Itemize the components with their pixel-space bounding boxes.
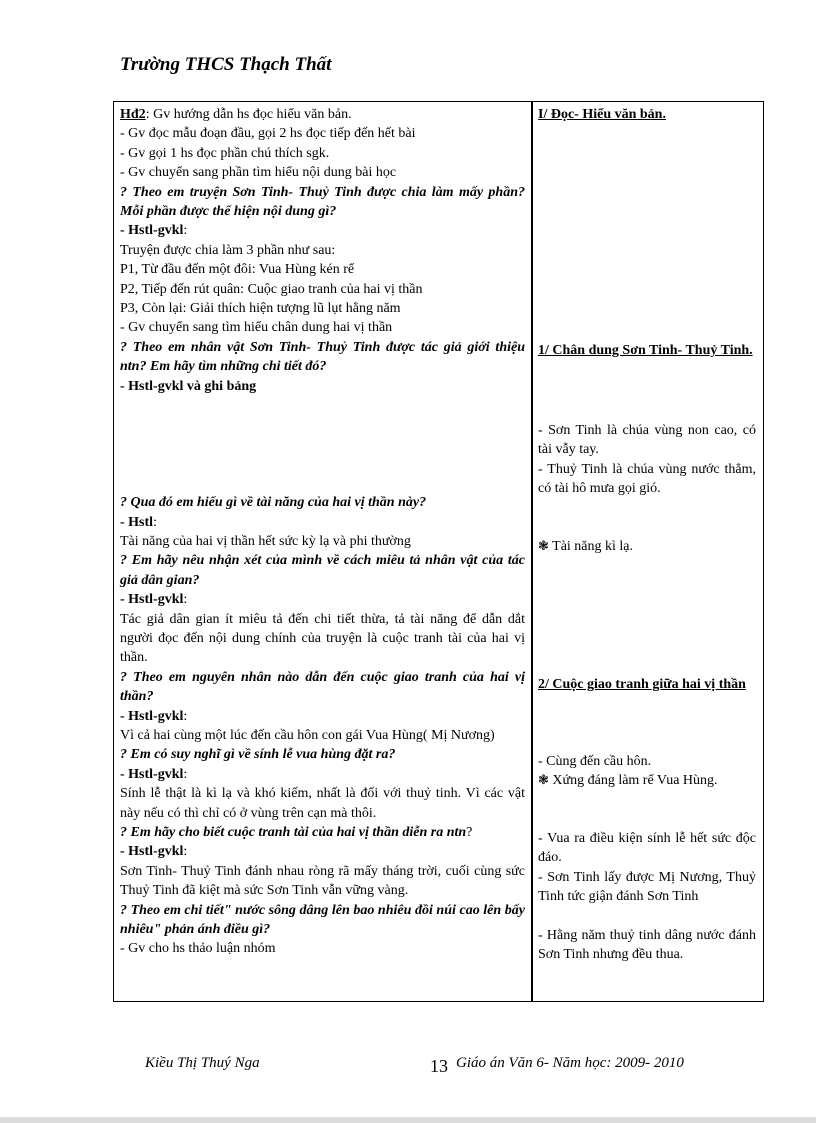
answer-text: Vì cả hai cùng một lúc đến cầu hôn con gái Vua Hùng( Mị Nương) <box>120 727 495 743</box>
note-text: - Vua ra điều kiện sính lễ hết sức độc đáo. <box>538 831 756 866</box>
page-edge <box>0 1117 816 1123</box>
answer-label-line: - Hstl-gvkl: <box>120 766 188 782</box>
answer-label-line: - Hstl: <box>120 514 157 530</box>
answer-text: Sơn Tinh- Thuỷ Tinh đánh nhau ròng rã mấy tháng trời, cuối cùng sức Thuỷ Tinh đã kiệt mà sức Sơn Tinh vẫn vững vàng. <box>120 863 525 899</box>
question: ? Qua đó em hiểu gì về tài năng của hai vị thần này? <box>120 495 427 511</box>
activity-label: Hđ2 <box>120 107 146 122</box>
note-text: - Cùng đến cầu hôn. <box>538 754 652 769</box>
flower-bullet-icon: ❃ <box>538 539 549 554</box>
answer-label-line: - Hstl-gvkl: <box>120 592 188 608</box>
activities-column <box>120 105 525 959</box>
activity-heading <box>120 105 525 124</box>
note-conclusion: ❃ Xứng đáng làm rể Vua Hùng. <box>538 773 718 788</box>
teacher-step: - Gv chuyển sang tìm hiểu chân dung hai vị thần <box>120 320 393 336</box>
teacher-step: - Gv cho hs thảo luận nhóm <box>120 941 276 957</box>
answer-label: - Hstl-gvkl <box>120 844 184 860</box>
question: ? Theo em chi tiết" nước sông dâng lên bao nhiêu đồi núi cao lên bấy nhiêu" phản ánh điều gì? <box>120 902 525 938</box>
answer-label: - Hstl-gvkl <box>120 766 184 782</box>
answer-text: Truyện được chia làm 3 phần như sau: <box>120 242 336 258</box>
answer-label: - Hstl-gvkl và ghi bảng <box>120 378 257 394</box>
question: ? Theo em nhân vật Sơn Tinh- Thuỷ Tinh được tác giả giới thiệu ntn? Em hãy tìm những chi tiết đó? <box>120 339 525 375</box>
lesson-table <box>113 101 764 1002</box>
answer-label: - Hstl-gvkl <box>120 223 184 239</box>
answer-text: Tác giả dân gian ít miêu tả đến chi tiết thừa, tả tài năng để dẫn dắt người đọc đến nội dung chính của truyện là cuộc tranh tài của hai vị thần. <box>120 611 525 666</box>
answer-text: P3, Còn lại: Giải thích hiện tượng lũ lụt hằng năm <box>120 301 401 317</box>
answer-text: Sính lễ thật là kì lạ và khó kiếm, nhất là đối với thuỷ tinh. Vì các vật này nếu có thì chỉ có ở vùng trên cạn mà thôi. <box>120 786 525 821</box>
note-text: - Thuỷ Tinh là chúa vùng nước thẳm, có tài hô mưa gọi gió. <box>538 462 756 497</box>
answer-text: P1, Từ đầu đến một đôi: Vua Hùng kén rể <box>120 262 355 278</box>
school-header: Trường THCS Thạch Thất <box>120 54 332 75</box>
teacher-step: - Gv đọc mẫu đoạn đầu, gọi 2 hs đọc tiếp đến hết bài <box>120 126 416 142</box>
blank-space <box>120 396 525 493</box>
question-line: ? Em hãy cho biết cuộc tranh tài của hai vị thần diễn ra ntn? <box>120 825 473 840</box>
teacher-step: - Gv gọi 1 hs đọc phần chú thích sgk. <box>120 145 330 161</box>
note-conclusion: ❃ Tài năng kì lạ. <box>538 539 634 554</box>
answer-label-line: - Hstl-gvkl: <box>120 844 188 860</box>
answer-text: Tài năng của hai vị thần hết sức kỳ lạ và phi thường <box>120 533 411 549</box>
section-heading: 1/ Chân dung Sơn Tinh- Thuỷ Tinh. <box>538 343 753 358</box>
note-text: - Sơn Tinh lấy được Mị Nương, Thuỷ Tinh tức giận đánh Sơn Tinh <box>538 870 756 905</box>
question: ? Em hãy nêu nhận xét của mình về cách miêu tả nhân vật của tác giả dân gian? <box>120 553 525 588</box>
answer-label: - Hstl-gvkl <box>120 592 184 608</box>
question: ? Theo em nguyên nhân nào dẫn đến cuộc giao tranh của hai vị thần? <box>120 669 525 705</box>
section-heading: I/ Đọc- Hiểu văn bản. <box>538 107 666 122</box>
course-info: Giáo án Văn 6- Năm học: 2009- 2010 <box>456 1055 684 1071</box>
teacher-step: - Gv chuyển sang phần tìm hiểu nội dung bài học <box>120 165 397 181</box>
question: ? Em hãy cho biết cuộc tranh tài của hai vị thần diễn ra ntn <box>120 825 467 840</box>
page-number: 13 <box>430 1056 448 1076</box>
answer-text: P2, Tiếp đến rút quân: Cuộc giao tranh của hai vị thần <box>120 281 423 297</box>
column-divider <box>531 102 533 1001</box>
author-name: Kiều Thị Thuý Nga <box>145 1055 260 1071</box>
answer-label-line: - Hstl-gvkl: <box>120 708 188 724</box>
question: ? Em có suy nghĩ gì về sính lễ vua hùng đặt ra? <box>120 747 396 763</box>
answer-label-line: - Hstl-gvkl: <box>120 223 188 239</box>
note-text: - Sơn Tinh là chúa vùng non cao, có tài vẫy tay. <box>538 423 756 458</box>
answer-label: - Hstl <box>120 514 154 530</box>
activity-text: : Gv hướng dẫn hs đọc hiểu văn bản. <box>145 107 352 122</box>
question: ? Theo em truyện Sơn Tinh- Thuỷ Tinh được chia làm mấy phần? Mỗi phần được thể hiện nội dung gì? <box>120 184 525 220</box>
answer-label: - Hstl-gvkl <box>120 708 184 724</box>
flower-bullet-icon: ❃ <box>538 773 549 788</box>
section-heading: 2/ Cuộc giao tranh giữa hai vị thần <box>538 677 746 692</box>
note-text: - Hằng năm thuỷ tinh dâng nước đánh Sơn Tinh nhưng đều thua. <box>538 928 756 963</box>
